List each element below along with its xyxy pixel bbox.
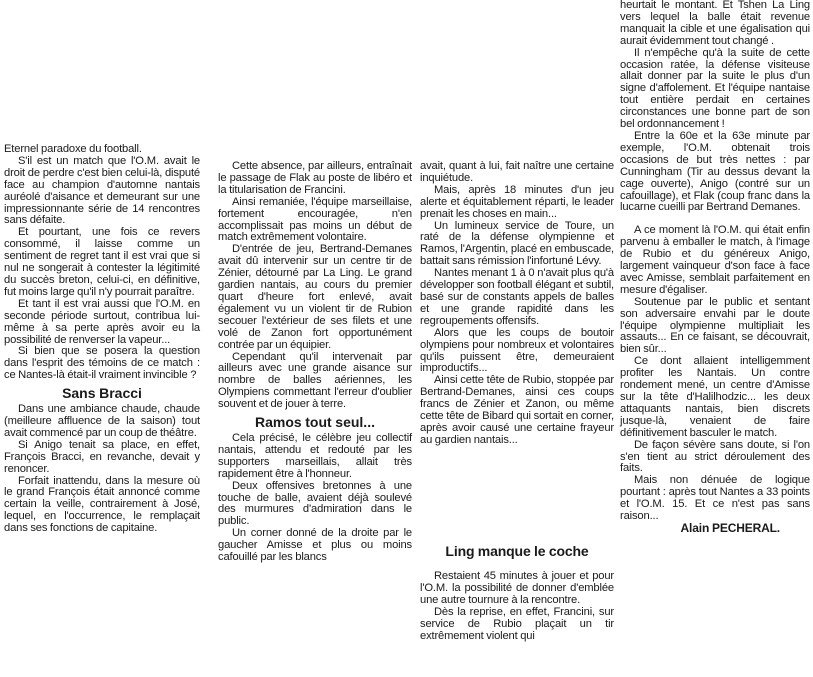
article-column-3-continued <box>420 571 614 642</box>
paragraph: De façon sévère sans doute, si l'on s'en tient au strict déroulement des faits. <box>620 438 810 475</box>
paragraph: Cependant qu'il intervenait par ailleurs avec une grande aisance sur nombre de balles aériennes, les Olympiens commettant l'erreur d'oublier souvent et de jouer à terre. <box>218 350 412 411</box>
article-column-2 <box>218 161 412 564</box>
article-column-1 <box>4 144 200 535</box>
paragraph: Eternel paradoxe du football. <box>4 143 142 155</box>
paragraph: Ainsi remaniée, l'équipe marseillaise, fortement encouragée, n'en accomplissait pas moins un début de match extrêmement volontaire. <box>218 195 412 244</box>
paragraph: Cela précisé, le célèbre jeu collectif nantais, attendu et redouté par les supporters marseillais, allait très rapidement être à l'honneur. <box>218 432 412 480</box>
paragraph: Restaient 45 minutes à jouer et pour l'O.M. la possibilité de donner d'emblée une autre tournure à la rencontre. <box>420 570 614 606</box>
paragraph: S'il est un match que l'O.M. avait le droit de perdre c'est bien celui-là, disputé face au champion d'automne nantais auréolé d'aisance et demeurant sur une impressionnante série de 14 rencontres sans défaite. <box>4 154 200 227</box>
paragraph: Dès la reprise, en effet, Francini, sur service de Rubio plaçait un tir extrêmement violent qui <box>420 605 614 642</box>
article-column-3 <box>420 161 614 447</box>
paragraph: Ce dont allaient intelligemment profiter les Nantais. Un contre rondement mené, un centre d'Amisse sur la tête d'Halilhodzic... les deux attaquants nantais, bien discrets jusque-là, venaient de faire définitivement basculer le match. <box>620 355 810 439</box>
paragraph: Et tant il est vrai aussi que l'O.M. en seconde période surtout, contribua lui-même à sa perte après avoir eu la possibilité de renverser la vapeur... <box>4 297 200 346</box>
paragraph: Dans une ambiance chaude, chaude (meilleure affluence de la saison) tout avait commencé par un coup de théâtre. <box>4 403 200 439</box>
paragraph: Mais non dénuée de logique pourtant : après tout Nantes a 33 points et l'O.M. 15. Et ce n'est pas sans raison... <box>620 474 810 523</box>
paragraph: avait, quant à lui, fait naître une certaine inquiétude. <box>420 160 614 184</box>
paragraph: A ce moment là l'O.M. qui était enfin parvenu à emballer le match, à l'image de Rubio et du généreux Anigo, largement vainqueur d'son face à face avec Amisse, semblait parfaitement en mesure d'égaliser. <box>620 224 810 296</box>
paragraph: Si bien que se posera la question dans l'esprit des témoins de ce match : ce Nantes-là était-il vraiment invincible ? <box>4 345 200 382</box>
paragraph: Cette absence, par ailleurs, entraînait le passage de Flak au poste de libéro et la titularisation de Francini. <box>218 160 412 196</box>
author-signature: Alain PECHERAL. <box>680 520 780 535</box>
subheading-ramos-tout-seul: Ramos tout seul... <box>255 414 375 431</box>
paragraph: Un lumineux service de Toure, un raté de la défense olympienne et Ramos, l'Argentin, placé en embuscade, battait sans rémission l'infortuné Lévy. <box>420 219 614 268</box>
paragraph: D'entrée de jeu, Bertrand-Demanes avait dû intervenir sur un centre tir de Zénier, détourné par La Ling. Le grand gardien nantais, au cours du premier quart d'heure fort enlevé, avait également vu un violent tir de Rubion secouer l'extérieur de ses filets et une volé de Zanon fort opportunément contrée par un équipier. <box>218 243 412 351</box>
paragraph: Deux offensives bretonnes à une touche de balle, avaient déjà soulevé des murmures d'admiration dans le public. <box>218 479 412 528</box>
paragraph: Ainsi cette tête de Rubio, stoppée par Bertrand-Demanes, ainsi ces coups francs de Zénier et Zanon, ou même cette tête de Bibard qui sortait en corner, après avoir causé une certaine frayeur au gardien nantais... <box>420 374 614 446</box>
paragraph: Un corner donné de la droite par le gaucher Amisse et plus ou moins cafouillé par les blancs <box>218 527 412 564</box>
paragraph: Et pourtant, une fois ce revers consommé, il laisse comme un sentiment de regret tant il est vrai que si nul ne songerait à contester la légitimité du succès breton, celui-ci, en définitive, fut moins large qu'il n'y pourrait paraître. <box>4 226 200 298</box>
paragraph: Soutenue par le public et sentant son adversaire envahi par le doute l'équipe olympienne multipliait les assauts... En ce faisant, se découvrait, bien sûr... <box>620 295 810 356</box>
subheading-sans-bracci: Sans Bracci <box>62 385 142 402</box>
paragraph: Il n'empêche qu'à la suite de cette occasion ratée, la défense visiteuse allait donner par la suite le plus d'un signe d'affolement. Et l'équipe nantaise tout entière perdait en certaines circonstances une bonne part de son bel ordonnancement ! <box>620 46 810 131</box>
article-column-4 <box>620 0 810 535</box>
paragraph: Forfait inattendu, dans la mesure où le grand François était annoncé comme certain la veille, contrairement à José, lequel, en l'occurrence, le remplaçait dans ses fonctions de capitaine. <box>4 474 200 535</box>
paragraph: Mais, après 18 minutes d'un jeu alerte et équitablement réparti, le leader prenait les choses en main... <box>420 183 614 220</box>
paragraph: heurtait le montant. Et Tshen La Ling vers lequel la balle était revenue manquait la cible et une égalisation qui aurait évidemment tout changé . <box>620 0 810 47</box>
subheading-ling-manque-le-coche: Ling manque le coche <box>445 543 589 559</box>
paragraph: Entre la 60e et la 63e minute par exemple, l'O.M. obtenait trois occasions de but très nettes : par Cunningham (Tir au dessus devant la cage ouverte), Anigo (contré sur un cafouillage), et Flak (coup franc dans la lucarne cueilli par Bertrand Demanes. <box>620 129 810 214</box>
paragraph: Alors que les coups de boutoir olympiens pour nombreux et volontaires qu'ils puissent être, demeuraient improductifs... <box>420 326 614 375</box>
paragraph: Si Anigo tenait sa place, en effet, François Bracci, en revanche, devait y renoncer. <box>4 438 200 475</box>
paragraph: Nantes menant 1 à 0 n'avait plus qu'à développer son football élégant et subtil, basé sur de constants appels de balles et une grande rapidité dans les regroupements offensifs. <box>420 267 614 327</box>
